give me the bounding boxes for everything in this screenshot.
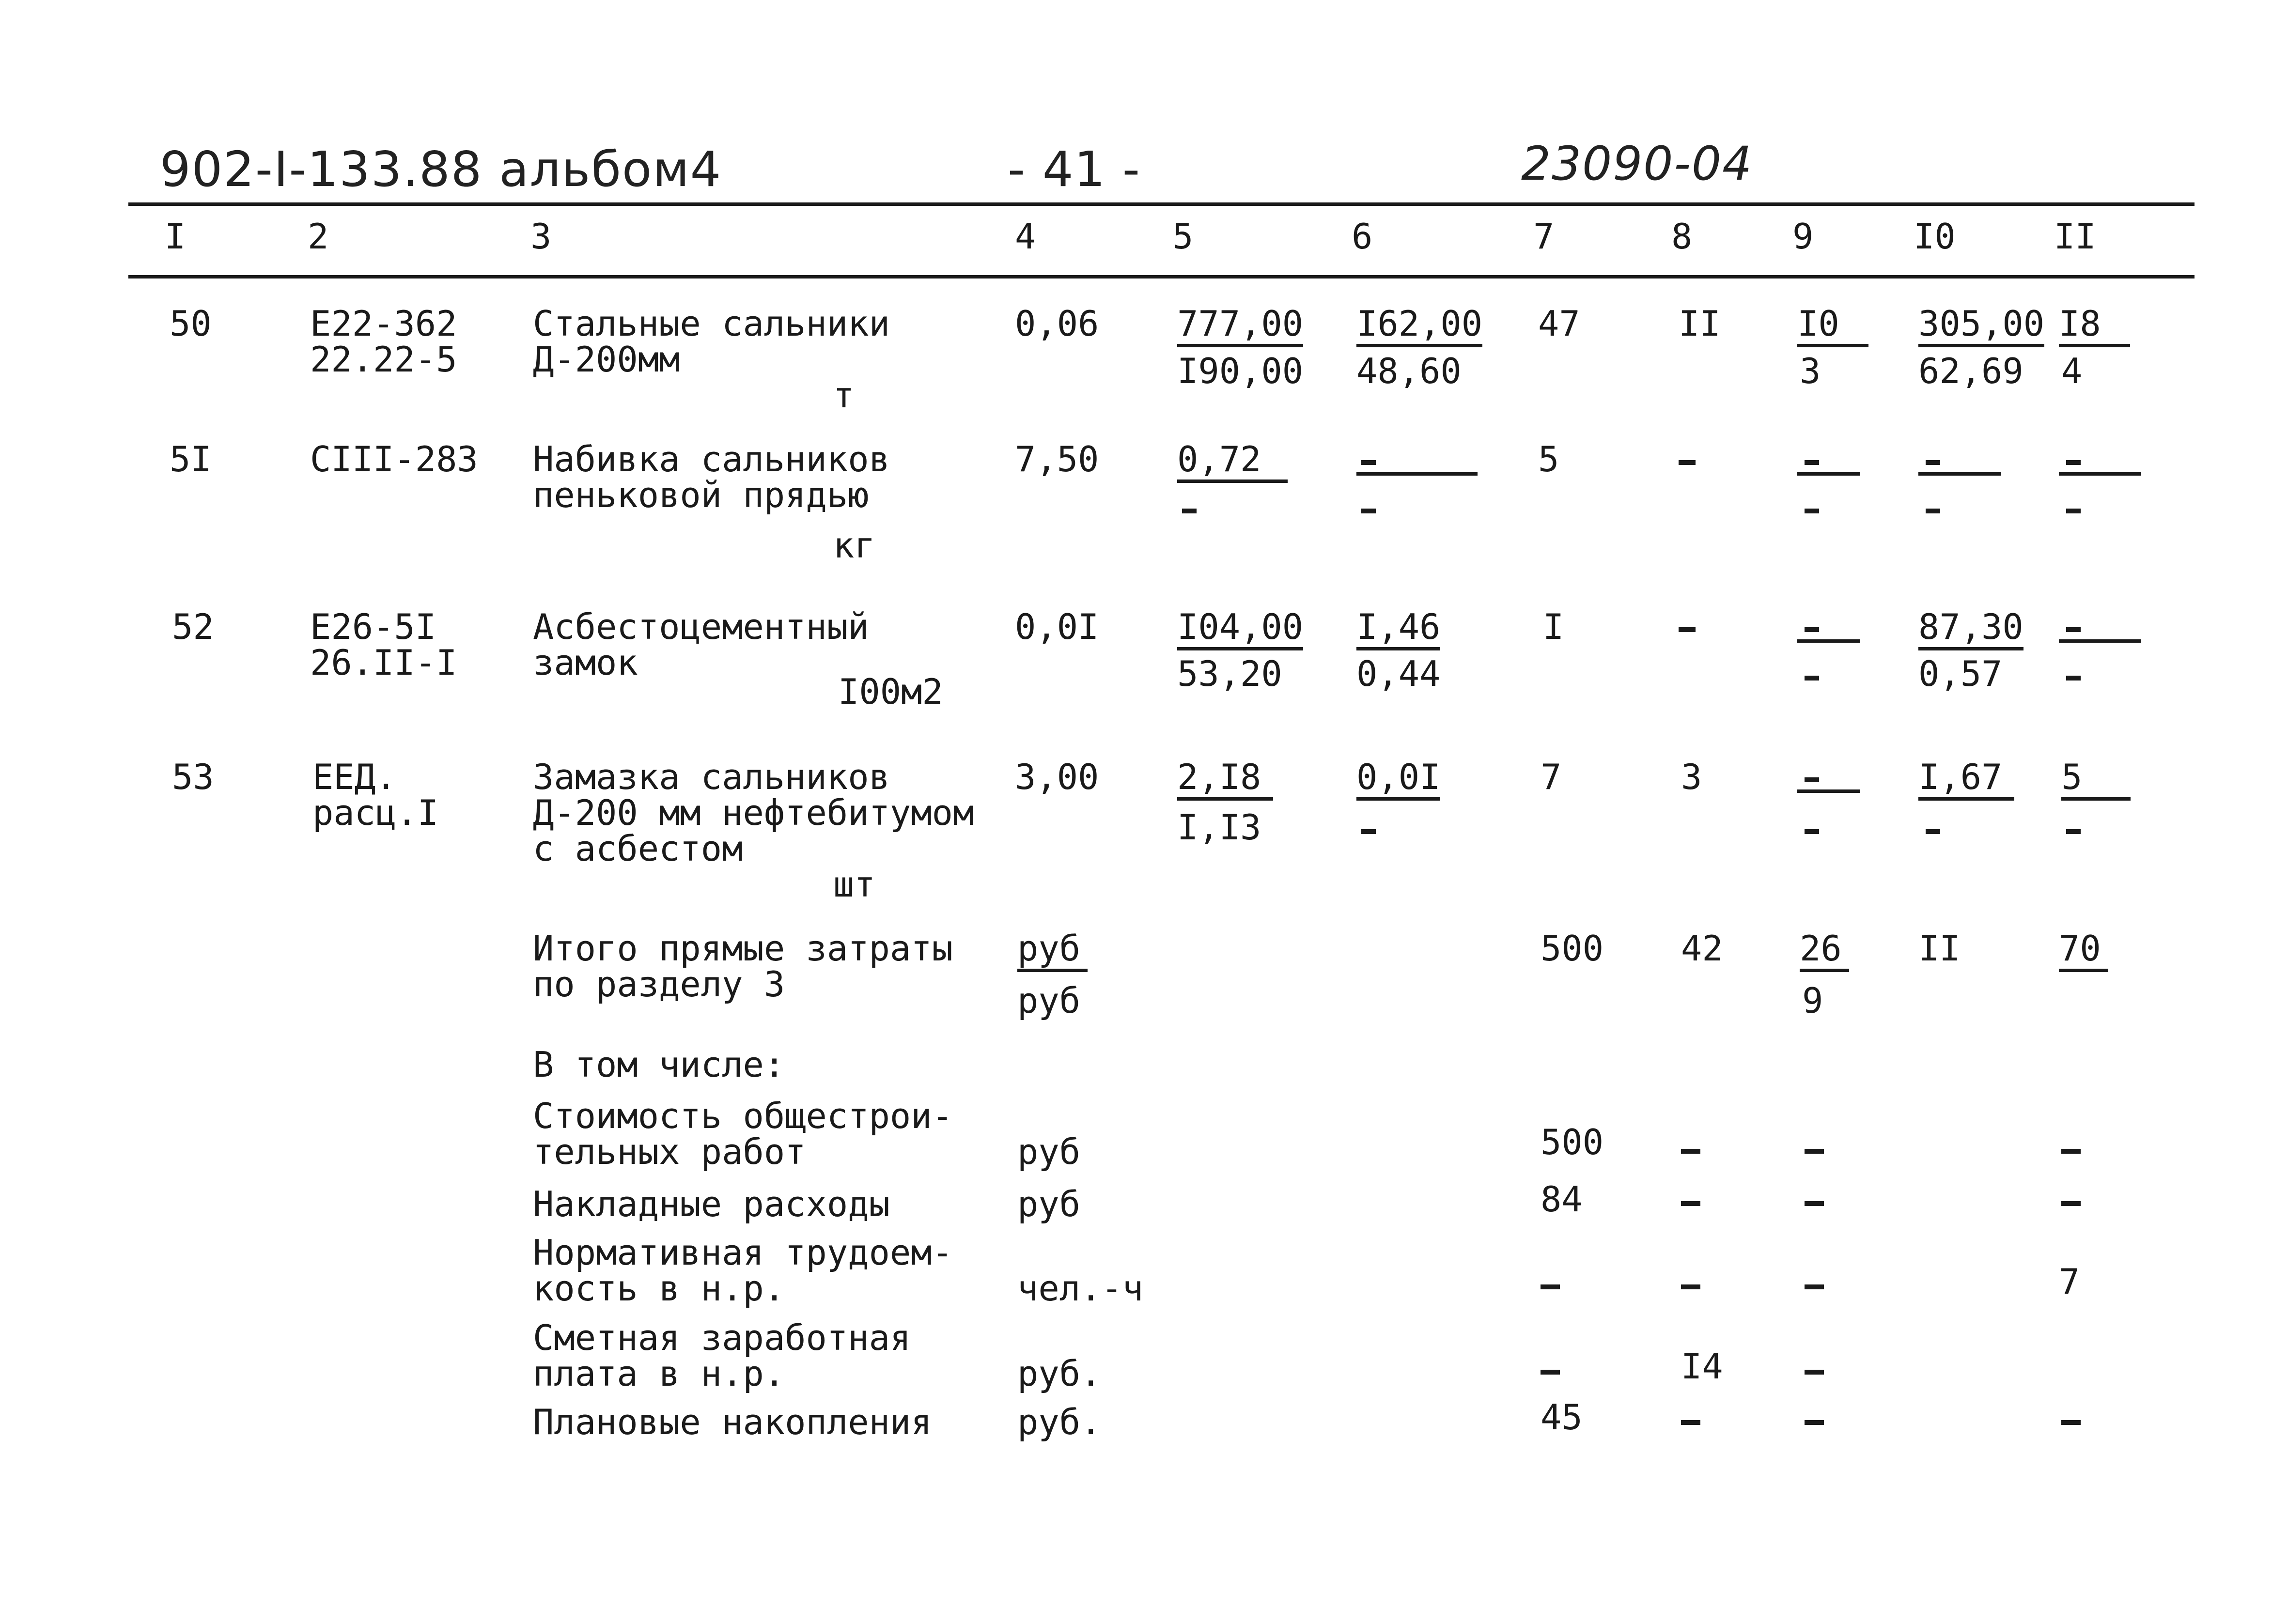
empty-dash <box>1541 1284 1560 1289</box>
breakdown-label: Стоимость общестрои- <box>533 1096 953 1136</box>
column-header-2: 2 <box>308 216 329 257</box>
empty-dash <box>1805 460 1819 465</box>
document-code: 902-I-133.88 альбом4 <box>160 141 722 198</box>
empty-dash <box>2061 1201 2081 1206</box>
breakdown-label: Плановые накопления <box>533 1402 932 1442</box>
breakdown-col7: 500 <box>1541 1122 1604 1162</box>
breakdown-unit: руб. <box>1017 1402 1102 1442</box>
work-name: Д-200мм <box>533 339 680 380</box>
totals-unit-top: руб <box>1017 931 1088 972</box>
empty-dash <box>2066 460 2081 465</box>
breakdown-col8: I4 <box>1681 1346 1723 1387</box>
empty-dash <box>1805 1149 1824 1154</box>
cost-col6-top: I,46 <box>1356 609 1440 650</box>
breakdown-label: Сметная заработная <box>533 1317 911 1358</box>
cost-col5-top: 777,00 <box>1177 306 1303 347</box>
breakdown-label: плата в н.р. <box>533 1353 785 1394</box>
column-header-8: 8 <box>1671 216 1693 257</box>
cost-col5-bottom: 53,20 <box>1177 653 1282 694</box>
empty-dash <box>1926 460 1940 465</box>
totals-col7: 500 <box>1541 928 1604 969</box>
cost-col11-top: I8 <box>2059 306 2130 347</box>
work-name: замок <box>533 642 638 683</box>
totals-col10: II <box>1918 928 1961 969</box>
empty-dash <box>2066 509 2081 513</box>
work-name: Набивка сальников <box>533 439 890 479</box>
empty-dash <box>2061 1420 2081 1425</box>
price-code: расц.I <box>312 792 439 833</box>
cost-col7: I <box>1543 606 1564 647</box>
totals-col8: 42 <box>1681 928 1723 969</box>
breakdown-label: тельных работ <box>533 1131 806 1172</box>
totals-col11: 70 <box>2059 931 2108 972</box>
column-header-11: II <box>2054 216 2096 257</box>
empty-dash <box>1805 1420 1824 1425</box>
cost-col10-top: 87,30 <box>1918 609 2023 650</box>
empty-dash <box>1681 1420 1700 1425</box>
empty-dash <box>1679 460 1696 465</box>
unit: шт <box>833 864 875 905</box>
cost-col8: 3 <box>1681 757 1702 797</box>
column-header-6: 6 <box>1352 216 1373 257</box>
totals-col9-top: 26 <box>1800 931 1849 972</box>
breakdown-col11: 7 <box>2059 1261 2080 1302</box>
cost-col10-top: 305,00 <box>1918 306 2044 347</box>
fraction-rule <box>1797 789 1860 793</box>
cost-col6-top: I62,00 <box>1356 306 1482 347</box>
empty-dash <box>1681 1201 1700 1206</box>
fraction-rule <box>1356 472 1478 476</box>
column-header-4: 4 <box>1015 216 1036 257</box>
column-header-10: I0 <box>1914 216 1956 257</box>
cost-col6-top: 0,0I <box>1356 759 1440 801</box>
cost-col9-bottom: 3 <box>1800 351 1821 391</box>
fraction-rule <box>1918 472 2001 476</box>
price-code: 26.II-I <box>310 642 457 683</box>
empty-dash <box>1681 1284 1700 1289</box>
price-code: СIII-283 <box>310 439 478 479</box>
breakdown-label: Накладные расходы <box>533 1184 890 1224</box>
row-number: 52 <box>172 606 214 647</box>
column-header-5: 5 <box>1172 216 1194 257</box>
work-name: с асбестом <box>533 828 743 869</box>
column-header-7: 7 <box>1533 216 1555 257</box>
cost-col5-bottom: I,I3 <box>1177 807 1261 848</box>
empty-dash <box>1679 627 1696 632</box>
unit: т <box>833 375 855 416</box>
cost-col11-top: 5 <box>2061 759 2131 801</box>
price-code: Е22-362 <box>310 303 457 344</box>
empty-dash <box>1361 829 1376 834</box>
column-header-1: I <box>165 216 186 257</box>
fraction-rule <box>2059 472 2141 476</box>
empty-dash <box>1805 676 1819 681</box>
cost-col5-top: 2,I8 <box>1177 759 1273 801</box>
column-header-3: 3 <box>530 216 552 257</box>
cost-col7: 47 <box>1538 303 1580 344</box>
table-header-rule <box>128 275 2195 278</box>
empty-dash <box>1805 1370 1824 1375</box>
column-header-9: 9 <box>1792 216 1814 257</box>
breakdown-label: Нормативная трудоем- <box>533 1232 953 1273</box>
breakdown-unit: чел.-ч <box>1017 1268 1144 1309</box>
empty-dash <box>1805 509 1819 513</box>
empty-dash <box>1182 509 1197 513</box>
totals-col9-bottom: 9 <box>1802 980 1823 1021</box>
cost-col10-bottom: 0,57 <box>1918 653 2003 694</box>
empty-dash <box>2066 627 2081 632</box>
empty-dash <box>1926 509 1940 513</box>
empty-dash <box>1805 627 1819 632</box>
cost-col6-bottom: 48,60 <box>1356 351 1462 391</box>
unit: кг <box>833 525 875 566</box>
cost-col7: 5 <box>1538 439 1559 479</box>
totals-unit-bottom: руб <box>1017 980 1081 1021</box>
empty-dash <box>1541 1370 1560 1375</box>
cost-col11-bottom: 4 <box>2061 351 2083 391</box>
price-code: ЕЕД. <box>312 757 397 797</box>
page-number: - 41 - <box>1008 141 1141 198</box>
cost-col8: II <box>1679 303 1721 344</box>
cost-col7: 7 <box>1541 757 1562 797</box>
cost-col9-top: I0 <box>1797 306 1868 347</box>
price-code: 22.22-5 <box>310 339 457 380</box>
work-name: пеньковой прядью <box>533 475 869 515</box>
empty-dash <box>2066 829 2081 834</box>
row-number: 53 <box>172 757 214 797</box>
work-name: Д-200 мм нефтебитумом <box>533 792 974 833</box>
cost-col5-top: I04,00 <box>1177 609 1303 650</box>
empty-dash <box>1805 777 1819 782</box>
empty-dash <box>2061 1149 2081 1154</box>
cost-col6-bottom: 0,44 <box>1356 653 1441 694</box>
quantity: 3,00 <box>1015 757 1099 797</box>
empty-dash <box>1805 829 1819 834</box>
quantity: 0,06 <box>1015 303 1099 344</box>
breakdown-label: кость в н.р. <box>533 1268 785 1309</box>
work-name: Замазка сальников <box>533 757 890 797</box>
price-code: Е26-5I <box>310 606 436 647</box>
cost-col10-bottom: 62,69 <box>1918 351 2023 391</box>
breakdown-unit: руб. <box>1017 1353 1102 1394</box>
unit: I00м2 <box>838 671 943 712</box>
quantity: 7,50 <box>1015 439 1099 479</box>
fraction-rule <box>1797 639 1860 643</box>
breakdown-col7: 84 <box>1541 1179 1583 1220</box>
cost-col10-top: I,67 <box>1918 759 2014 801</box>
totals-label: Итого прямые затраты <box>533 928 953 969</box>
breakdown-col7: 45 <box>1541 1397 1583 1438</box>
fraction-rule <box>1797 472 1860 476</box>
work-name: Асбестоцементный <box>533 606 869 647</box>
work-name: Стальные сальники <box>533 303 890 344</box>
row-number: 50 <box>170 303 212 344</box>
empty-dash <box>2066 676 2081 681</box>
empty-dash <box>1805 1201 1824 1206</box>
cost-col5-top: 0,72 <box>1177 442 1288 483</box>
breakdown-heading: В том числе: <box>533 1044 785 1085</box>
breakdown-unit: руб <box>1017 1184 1081 1224</box>
quantity: 0,0I <box>1015 606 1099 647</box>
breakdown-unit: руб <box>1017 1131 1081 1172</box>
totals-label: по разделу 3 <box>533 964 785 1005</box>
row-number: 5I <box>170 439 212 479</box>
cost-col5-bottom: I90,00 <box>1177 351 1304 391</box>
archive-number: 23090-04 <box>1521 137 1753 191</box>
fraction-rule <box>2059 639 2141 643</box>
empty-dash <box>1361 460 1376 465</box>
empty-dash <box>1361 509 1376 513</box>
empty-dash <box>1681 1149 1700 1154</box>
empty-dash <box>1805 1284 1824 1289</box>
table-top-rule <box>128 202 2195 206</box>
empty-dash <box>1926 829 1940 834</box>
